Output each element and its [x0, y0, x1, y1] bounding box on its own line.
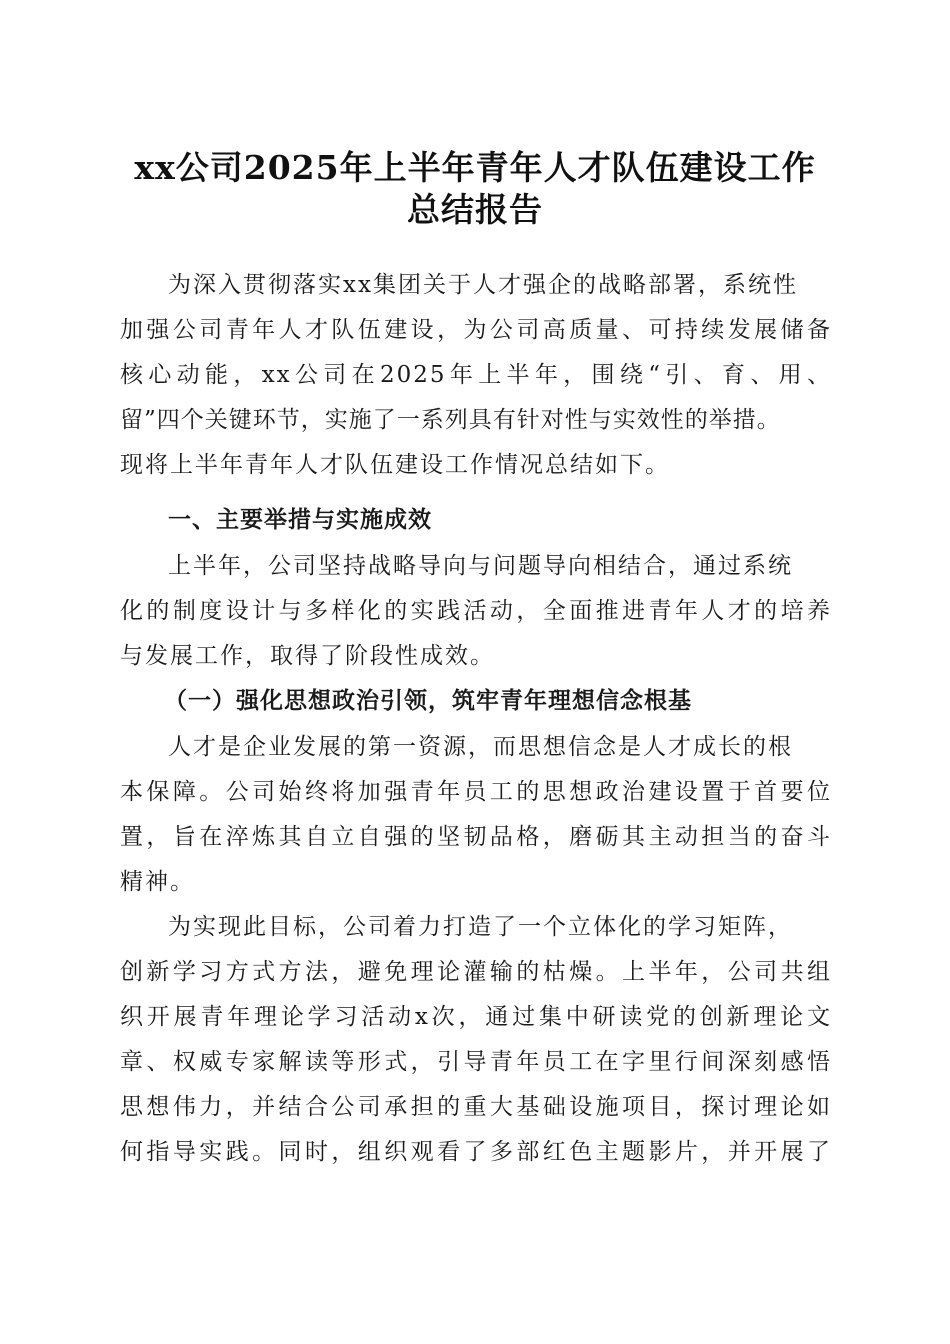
document-title-line-1: xx公司2025年上半年青年人才队伍建设工作: [134, 148, 816, 187]
section-heading-1: 一、主要举措与实施成效: [168, 507, 432, 533]
paragraph-intro-line-4: 留”四个关键环节，实施了一系列具有针对性与实效性的举措。: [120, 407, 781, 433]
paragraph-intro-line-3: 核心动能，xx公司在2025年上半年，围绕“引、育、用、: [120, 362, 832, 388]
paragraph-subsection1b-line-4: 章、权威专家解读等形式，引导青年员工在字里行间深刻感悟: [120, 1049, 832, 1075]
subsection-heading-1: （一）强化思想政治引领，筑牢青年理想信念根基: [164, 687, 692, 714]
document-title-line-2: 总结报告: [407, 190, 543, 229]
paragraph-subsection1b-line-2: 创新学习方式方法，避免理论灌输的枯燥。上半年，公司共组: [120, 959, 832, 985]
paragraph-subsection1-line-1: 人才是企业发展的第一资源，而思想信念是人才成长的根: [168, 734, 793, 760]
paragraph-intro-line-1: 为深入贯彻落实xx集团关于人才强企的战略部署，系统性: [168, 272, 798, 298]
paragraph-subsection1b-line-5: 思想伟力，并结合公司承担的重大基础设施项目，探讨理论如: [120, 1094, 832, 1120]
paragraph-subsection1-line-2: 本保障。公司始终将加强青年员工的思想政治建设置于首要位: [120, 779, 832, 805]
paragraph-section1-line-3: 与发展工作，取得了阶段性成效。: [120, 643, 495, 669]
paragraph-subsection1b-line-3: 织开展青年理论学习活动x次，通过集中研读党的创新理论文: [120, 1004, 832, 1030]
paragraph-subsection1-line-3: 置，旨在淬炼其自立自强的坚韧品格，磨砺其主动担当的奋斗: [120, 824, 832, 850]
paragraph-subsection1b-line-6: 何指导实践。同时，组织观看了多部红色主题影片，并开展了: [120, 1139, 832, 1165]
paragraph-section1-line-1: 上半年，公司坚持战略导向与问题导向相结合，通过系统: [168, 553, 793, 579]
paragraph-section1-line-2: 化的制度设计与多样化的实践活动，全面推进青年人才的培养: [120, 598, 832, 624]
paragraph-subsection1b-line-1: 为实现此目标，公司着力打造了一个立体化的学习矩阵，: [168, 914, 793, 940]
paragraph-intro-line-2: 加强公司青年人才队伍建设，为公司高质量、可持续发展储备: [120, 317, 832, 343]
paragraph-subsection1-line-4: 精神。: [120, 869, 195, 895]
paragraph-intro-line-5: 现将上半年青年人才队伍建设工作情况总结如下。: [120, 452, 670, 478]
